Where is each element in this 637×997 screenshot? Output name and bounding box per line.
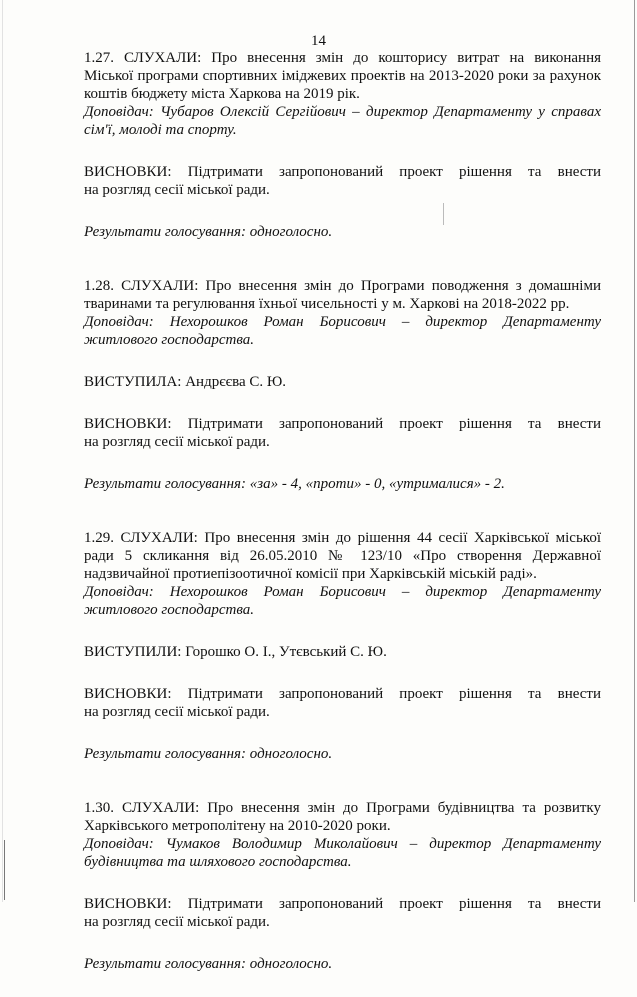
conclusion-line: на розгляд сесії міської ради. xyxy=(84,434,270,450)
conclusion-line: ВИСНОВКИ: Підтримати запропонований проект рішення та внести xyxy=(84,686,601,702)
conclusion-line: ВИСНОВКИ: Підтримати запропонований проект рішення та внести xyxy=(84,416,601,432)
heard-line: 1.30. СЛУХАЛИ: Про внесення змін до Програми будівництва та розвитку xyxy=(84,800,601,816)
speaker-line: сім'ї, молоді та спорту. xyxy=(84,122,237,138)
speaker-line: житлового господарства. xyxy=(84,332,254,348)
agenda-item-1-30 xyxy=(84,799,601,973)
heard-paragraph xyxy=(84,277,601,349)
voting-line: Результати голосування: одноголосно. xyxy=(84,224,333,240)
conclusion-line: на розгляд сесії міської ради. xyxy=(84,704,270,720)
scan-artifact xyxy=(4,840,5,900)
spoke-paragraph xyxy=(84,643,601,661)
speaker-line: житлового господарства. xyxy=(84,602,254,618)
voting-result xyxy=(84,745,601,763)
voting-result xyxy=(84,223,601,241)
speaker-line: Доповідач: Нехорошков Роман Борисович – директор Департаменту xyxy=(84,584,601,600)
agenda-item-1-27 xyxy=(84,49,601,241)
heard-line: ради 5 скликання від 26.05.2010 № 123/10 «Про створення Державної xyxy=(84,548,601,564)
conclusion-paragraph xyxy=(84,415,601,451)
minutes-content xyxy=(84,49,601,997)
heard-paragraph xyxy=(84,49,601,139)
voting-result xyxy=(84,475,601,493)
conclusion-line: ВИСНОВКИ: Підтримати запропонований проект рішення та внести xyxy=(84,164,601,180)
speaker-line: Доповідач: Чубаров Олексій Сергійович – директор Департаменту у справах xyxy=(84,104,601,120)
speaker-line: будівництва та шляхового господарства. xyxy=(84,854,352,870)
heard-line: 1.28. СЛУХАЛИ: Про внесення змін до Програми поводження з домашніми xyxy=(84,278,601,294)
page-number: 14 xyxy=(311,33,326,49)
heard-line: коштів бюджету міста Харкова на 2019 рік. xyxy=(84,86,360,102)
heard-line: 1.29. СЛУХАЛИ: Про внесення змін до рішення 44 сесії Харківської міської xyxy=(84,530,601,546)
heard-line: надзвичайної протиепізоотичної комісії при Харківській міській раді». xyxy=(84,566,537,582)
heard-paragraph xyxy=(84,529,601,619)
spoke-line: ВИСТУПИЛА: Андрєєва С. Ю. xyxy=(84,374,287,390)
voting-line: Результати голосування: «за» - 4, «проти» - 0, «утрималися» - 2. xyxy=(84,476,505,492)
conclusion-line: на розгляд сесії міської ради. xyxy=(84,182,270,198)
speaker-line: Доповідач: Нехорошков Роман Борисович – директор Департаменту xyxy=(84,314,601,330)
heard-line: 1.27. СЛУХАЛИ: Про внесення змін до кошторису витрат на виконання xyxy=(84,50,601,66)
voting-line: Результати голосування: одноголосно. xyxy=(84,956,333,972)
spoke-line: ВИСТУПИЛИ: Горошко О. І., Утєвський С. Ю. xyxy=(84,644,387,660)
heard-line: Міської програми спортивних іміджевих проектів на 2013-2020 роки за рахунок xyxy=(84,68,601,84)
agenda-item-1-28 xyxy=(84,277,601,493)
conclusion-line: ВИСНОВКИ: Підтримати запропонований проект рішення та внести xyxy=(84,896,601,912)
scan-edge-right xyxy=(634,0,635,902)
conclusion-line: на розгляд сесії міської ради. xyxy=(84,914,270,930)
scan-edge-left xyxy=(2,0,3,902)
conclusion-paragraph xyxy=(84,163,601,199)
heard-paragraph xyxy=(84,799,601,871)
heard-line: Харківського метрополітену на 2010-2020 роки. xyxy=(84,818,391,834)
heard-line: тваринами та регулювання їхньої чисельності у м. Харкові на 2018-2022 рр. xyxy=(84,296,570,312)
conclusion-paragraph xyxy=(84,895,601,931)
conclusion-paragraph xyxy=(84,685,601,721)
voting-result xyxy=(84,955,601,973)
voting-line: Результати голосування: одноголосно. xyxy=(84,746,333,762)
spoke-paragraph xyxy=(84,373,601,391)
speaker-line: Доповідач: Чумаков Володимир Миколайович – директор Департаменту xyxy=(84,836,601,852)
agenda-item-1-29 xyxy=(84,529,601,763)
